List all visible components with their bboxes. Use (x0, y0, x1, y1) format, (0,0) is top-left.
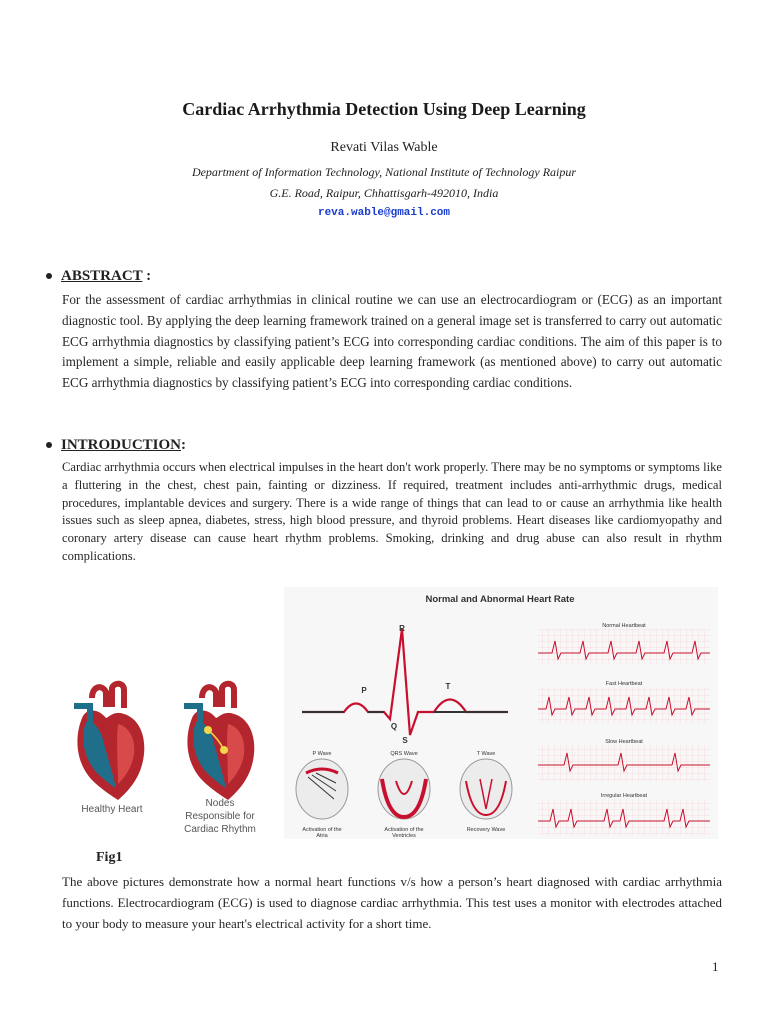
qrs-wave-heart (378, 759, 430, 819)
ecg-figure-title: Normal and Abnormal Heart Rate (425, 594, 575, 605)
page-number: 1 (712, 959, 719, 974)
ecg-figure (284, 587, 718, 839)
introduction-heading: INTRODUCTION: (46, 437, 186, 454)
activation-ventricles-label-1: Activation of the (384, 827, 424, 833)
abstract-text: For the assessment of cardiac arrhythmias in clinical routine we can use an electrocardiogram or (ECG) as an important diagnostic tool. By applying the deep learning framework trained on a general image set is transferred to carry out automatic ECG arrhythmia diagnostics by classifying patient’s ECG into corresponding cardiac conditions. The aim of this paper is to implement a simple, reliable and easily applicable deep learning framework (as mentioned above) to carry out automatic ECG arrhythmia diagnostics by classifying patient’s ECG into corresponding cardiac conditions. (62, 292, 722, 391)
nodes-label-line3: Cardiac Rhythm (184, 824, 256, 835)
affiliation-line-1: Department of Information Technology, National Institute of Technology Raipur (191, 165, 577, 179)
nodes-label-line2: Responsible for (185, 811, 255, 822)
strip-irregular-label: Irregular Heartbeat (600, 793, 648, 799)
strip-fast (538, 687, 710, 723)
strip-fast-label: Fast Heartbeat (605, 681, 643, 687)
t-wave-heart (460, 759, 512, 819)
introduction-text: Cardiac arrhythmia occurs when electrical impulses in the heart don't work properly. There may be no symptoms or symptoms like a fluttering in the chest, chest pain, fainting or dizziness. If required, treatment includes anti-arrhythmic drugs, medical procedures, implantable devices and surgery. There is a wide range of things that can lead to or cause an arrhythmia like health issues such as sleep apnea, diabetes, stress, high blood pressure, and thyroid problems. Heart diseases like cardiomyopathy and coronary artery disease can cause heart rhythm problems. Smoking, drinking and drug abuse can also result in rhythm complications. (62, 460, 722, 563)
wave-label-t: T (445, 682, 451, 691)
wave-label-q: Q (390, 722, 398, 731)
affiliation-line-2: G.E. Road, Raipur, Chhattisgarh-492010, India (269, 186, 499, 200)
strip-normal-label: Normal Heartbeat (602, 623, 646, 629)
author-name: Revati Vilas Wable (330, 140, 438, 155)
strip-slow-label: Slow Heartbeat (605, 739, 643, 745)
wave-label-p: P (361, 686, 367, 695)
bullet-icon (46, 442, 52, 448)
wave-label-s: S (402, 736, 408, 745)
strip-irregular (538, 799, 710, 835)
nodes-heart-image (184, 684, 254, 800)
recovery-wave-label: Recovery Wave (466, 827, 506, 833)
strip-slow (538, 745, 710, 781)
paper-title: Cardiac Arrhythmia Detection Using Deep Learning (182, 99, 586, 119)
activation-atria-label-1: Activation of the (302, 827, 342, 833)
figure-description: The above pictures demonstrate how a normal heart functions v/s how a person’s heart diagnosed with cardiac arrhythmia functions. Electrocardiogram (ECG) is used to diagnose cardiac arrhythmia. This test uses a monitor with electrodes attached to your body to measure your heart's electrical activity for a short time. (62, 874, 722, 931)
figure-caption: Fig1 (96, 850, 123, 865)
nodes-label-line1: Nodes (205, 798, 235, 809)
p-wave-label: P Wave (312, 751, 332, 757)
activation-ventricles-label-2: Ventricles (392, 833, 416, 839)
wave-label-r: R (399, 624, 405, 633)
t-wave-label: T Wave (476, 751, 496, 757)
heart-illustrations (62, 678, 280, 838)
qrs-wave-label: QRS Wave (390, 751, 418, 757)
strip-normal (538, 629, 710, 665)
abstract-heading: ABSTRACT : (46, 268, 151, 285)
author-email[interactable]: reva.wable@gmail.com (317, 207, 451, 219)
bullet-icon (46, 273, 52, 279)
healthy-heart-image (74, 684, 144, 800)
activation-atria-label-2: Atria (316, 833, 328, 839)
healthy-heart-label: Healthy Heart (81, 804, 143, 815)
p-wave-heart (296, 759, 348, 819)
